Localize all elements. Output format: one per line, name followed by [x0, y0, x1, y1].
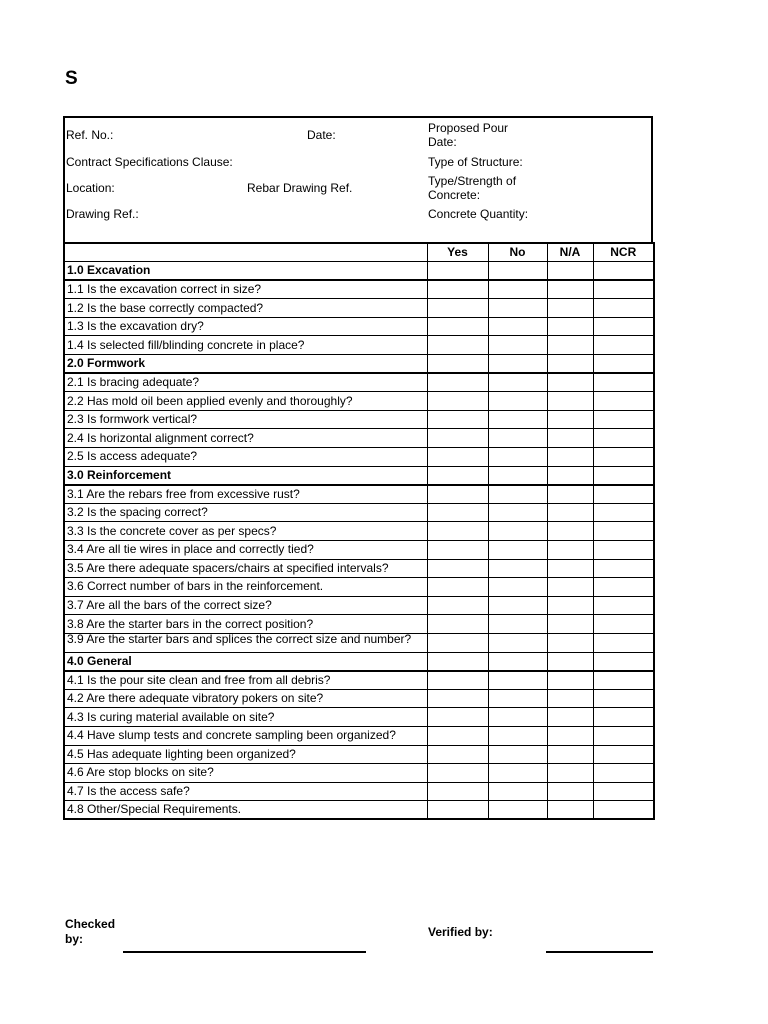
ncr-checkbox-cell[interactable] — [593, 596, 654, 615]
ncr-checkbox-cell[interactable] — [593, 429, 654, 448]
checklist-question: 1.3 Is the excavation dry? — [64, 317, 427, 336]
ncr-checkbox-cell[interactable] — [593, 652, 654, 671]
yes-checkbox-cell[interactable] — [427, 317, 488, 336]
checklist-row — [64, 764, 654, 783]
checklist-question: 4.2 Are there adequate vibratory pokers on site? — [64, 689, 427, 708]
checklist-question: 3.3 Is the concrete cover as per specs? — [64, 522, 427, 541]
ref-no-label: Ref. No.: — [66, 128, 114, 142]
yes-checkbox-cell[interactable] — [427, 652, 488, 671]
checklist-row — [64, 299, 654, 318]
yes-column-header: Yes — [427, 243, 488, 262]
question-header — [64, 243, 427, 262]
na-checkbox-cell[interactable] — [547, 689, 593, 708]
checklist-question: 3.8 Are the starter bars in the correct position? — [64, 615, 427, 634]
checklist-row — [64, 410, 654, 429]
checklist-question: 4.8 Other/Special Requirements. — [64, 801, 427, 820]
checklist-row — [64, 280, 654, 299]
checklist-question: 3.2 Is the spacing correct? — [64, 503, 427, 522]
proposed-pour-date-label: Proposed Pour Date: — [428, 121, 509, 149]
na-checkbox-cell[interactable] — [547, 429, 593, 448]
section-heading: 1.0 Excavation — [64, 262, 427, 281]
section-heading-row — [64, 262, 654, 281]
ncr-checkbox-cell[interactable] — [593, 745, 654, 764]
no-checkbox-cell[interactable] — [488, 448, 547, 467]
ncr-checkbox-cell[interactable] — [593, 503, 654, 522]
date-label: Date: — [307, 128, 336, 142]
na-checkbox-cell[interactable] — [547, 596, 593, 615]
type-of-structure-label: Type of Structure: — [428, 155, 523, 169]
concrete-quantity-label: Concrete Quantity: — [428, 207, 529, 221]
na-checkbox-cell[interactable] — [547, 392, 593, 411]
no-checkbox-cell[interactable] — [488, 764, 547, 783]
no-checkbox-cell[interactable] — [488, 578, 547, 597]
checklist-row — [64, 522, 654, 541]
header-info-box — [63, 116, 653, 242]
checklist-row — [64, 726, 654, 745]
section-heading-row — [64, 652, 654, 671]
yes-checkbox-cell[interactable] — [427, 708, 488, 727]
na-checkbox-cell[interactable] — [547, 503, 593, 522]
yes-checkbox-cell[interactable] — [427, 280, 488, 299]
yes-checkbox-cell[interactable] — [427, 503, 488, 522]
checklist-row — [64, 429, 654, 448]
yes-checkbox-cell[interactable] — [427, 689, 488, 708]
checklist-row — [64, 541, 654, 560]
na-checkbox-cell[interactable] — [547, 522, 593, 541]
na-checkbox-cell[interactable] — [547, 559, 593, 578]
inspection-checklist — [63, 242, 655, 820]
yes-checkbox-cell[interactable] — [427, 596, 488, 615]
checklist-row — [64, 578, 654, 597]
rebar-drawing-ref-label: Rebar Drawing Ref. — [247, 181, 353, 195]
yes-checkbox-cell[interactable] — [427, 448, 488, 467]
yes-checkbox-cell[interactable] — [427, 466, 488, 485]
na-checkbox-cell[interactable] — [547, 299, 593, 318]
yes-checkbox-cell[interactable] — [427, 485, 488, 504]
checklist-question: 4.4 Have slump tests and concrete sampling been organized? — [64, 726, 427, 745]
yes-checkbox-cell[interactable] — [427, 801, 488, 820]
checklist-question: 2.1 Is bracing adequate? — [64, 373, 427, 392]
yes-checkbox-cell[interactable] — [427, 262, 488, 281]
no-checkbox-cell[interactable] — [488, 708, 547, 727]
checklist-question: 4.3 Is curing material available on site? — [64, 708, 427, 727]
ncr-checkbox-cell[interactable] — [593, 448, 654, 467]
na-checkbox-cell[interactable] — [547, 633, 593, 652]
ncr-checkbox-cell[interactable] — [593, 708, 654, 727]
ncr-checkbox-cell[interactable] — [593, 633, 654, 652]
na-checkbox-cell[interactable] — [547, 466, 593, 485]
checklist-question: 2.5 Is access adequate? — [64, 448, 427, 467]
ncr-checkbox-cell[interactable] — [593, 541, 654, 560]
ncr-checkbox-cell[interactable] — [593, 615, 654, 634]
no-checkbox-cell[interactable] — [488, 317, 547, 336]
no-checkbox-cell[interactable] — [488, 392, 547, 411]
ncr-column-header: NCR — [593, 243, 654, 262]
na-checkbox-cell[interactable] — [547, 782, 593, 801]
checklist-question: 1.4 Is selected fill/blinding concrete in place? — [64, 336, 427, 355]
na-column-header: N/A — [547, 243, 593, 262]
ncr-checkbox-cell[interactable] — [593, 764, 654, 783]
no-checkbox-cell[interactable] — [488, 503, 547, 522]
na-checkbox-cell[interactable] — [547, 262, 593, 281]
checklist-row — [64, 633, 654, 652]
checklist-row — [64, 317, 654, 336]
yes-checkbox-cell[interactable] — [427, 782, 488, 801]
ncr-checkbox-cell[interactable] — [593, 466, 654, 485]
verified-by-signature-line[interactable] — [546, 951, 653, 953]
ncr-checkbox-cell[interactable] — [593, 782, 654, 801]
no-checkbox-cell[interactable] — [488, 671, 547, 690]
yes-checkbox-cell[interactable] — [427, 541, 488, 560]
location-label: Location: — [66, 181, 115, 195]
ncr-checkbox-cell[interactable] — [593, 689, 654, 708]
no-checkbox-cell[interactable] — [488, 336, 547, 355]
ncr-checkbox-cell[interactable] — [593, 578, 654, 597]
na-checkbox-cell[interactable] — [547, 801, 593, 820]
type-strength-label: Type/Strength of Concrete: — [428, 174, 517, 202]
na-checkbox-cell[interactable] — [547, 615, 593, 634]
checklist-question: 3.7 Are all the bars of the correct size? — [64, 596, 427, 615]
checklist-question: 1.1 Is the excavation correct in size? — [64, 280, 427, 299]
ncr-checkbox-cell[interactable] — [593, 373, 654, 392]
checked-by-signature-line[interactable] — [123, 951, 366, 953]
na-checkbox-cell[interactable] — [547, 317, 593, 336]
na-checkbox-cell[interactable] — [547, 541, 593, 560]
no-checkbox-cell[interactable] — [488, 373, 547, 392]
section-heading: 4.0 General — [64, 652, 427, 671]
no-checkbox-cell[interactable] — [488, 596, 547, 615]
na-checkbox-cell[interactable] — [547, 355, 593, 374]
ncr-checkbox-cell[interactable] — [593, 671, 654, 690]
no-checkbox-cell[interactable] — [488, 299, 547, 318]
checklist-row — [64, 559, 654, 578]
checklist-question: 3.9 Are the starter bars and splices the correct size and number? — [64, 633, 427, 652]
yes-checkbox-cell[interactable] — [427, 429, 488, 448]
ncr-checkbox-cell[interactable] — [593, 410, 654, 429]
checklist-question: 3.4 Are all tie wires in place and correctly tied? — [64, 541, 427, 560]
checklist-question: 4.7 Is the access safe? — [64, 782, 427, 801]
checklist-row — [64, 615, 654, 634]
na-checkbox-cell[interactable] — [547, 336, 593, 355]
no-checkbox-cell[interactable] — [488, 466, 547, 485]
checklist-row — [64, 801, 654, 820]
no-checkbox-cell[interactable] — [488, 541, 547, 560]
yes-checkbox-cell[interactable] — [427, 373, 488, 392]
section-heading: 2.0 Formwork — [64, 355, 427, 374]
no-checkbox-cell[interactable] — [488, 801, 547, 820]
yes-checkbox-cell[interactable] — [427, 559, 488, 578]
ncr-checkbox-cell[interactable] — [593, 317, 654, 336]
na-checkbox-cell[interactable] — [547, 410, 593, 429]
ncr-checkbox-cell[interactable] — [593, 299, 654, 318]
na-checkbox-cell[interactable] — [547, 764, 593, 783]
no-checkbox-cell[interactable] — [488, 262, 547, 281]
no-checkbox-cell[interactable] — [488, 652, 547, 671]
na-checkbox-cell[interactable] — [547, 671, 593, 690]
ncr-checkbox-cell[interactable] — [593, 336, 654, 355]
checklist-row — [64, 708, 654, 727]
na-checkbox-cell[interactable] — [547, 280, 593, 299]
no-checkbox-cell[interactable] — [488, 559, 547, 578]
checklist-question: 3.5 Are there adequate spacers/chairs at specified intervals? — [64, 559, 427, 578]
checklist-question: 2.4 Is horizontal alignment correct? — [64, 429, 427, 448]
checklist-row — [64, 448, 654, 467]
ncr-checkbox-cell[interactable] — [593, 801, 654, 820]
drawing-ref-label: Drawing Ref.: — [66, 207, 139, 221]
checklist-row — [64, 373, 654, 392]
no-checkbox-cell[interactable] — [488, 633, 547, 652]
ncr-checkbox-cell[interactable] — [593, 280, 654, 299]
checklist-question: 3.6 Correct number of bars in the reinforcement. — [64, 578, 427, 597]
na-checkbox-cell[interactable] — [547, 652, 593, 671]
no-checkbox-cell[interactable] — [488, 615, 547, 634]
yes-checkbox-cell[interactable] — [427, 410, 488, 429]
na-checkbox-cell[interactable] — [547, 726, 593, 745]
no-checkbox-cell[interactable] — [488, 689, 547, 708]
yes-checkbox-cell[interactable] — [427, 745, 488, 764]
checklist-question: 4.1 Is the pour site clean and free from all debris? — [64, 671, 427, 690]
checklist-question: 2.3 Is formwork vertical? — [64, 410, 427, 429]
no-checkbox-cell[interactable] — [488, 410, 547, 429]
na-checkbox-cell[interactable] — [547, 448, 593, 467]
no-checkbox-cell[interactable] — [488, 485, 547, 504]
checklist-row — [64, 336, 654, 355]
checklist-row — [64, 689, 654, 708]
section-heading-row — [64, 466, 654, 485]
no-column-header: No — [488, 243, 547, 262]
checklist-row — [64, 782, 654, 801]
checklist-row — [64, 596, 654, 615]
na-checkbox-cell[interactable] — [547, 745, 593, 764]
yes-checkbox-cell[interactable] — [427, 522, 488, 541]
yes-checkbox-cell[interactable] — [427, 671, 488, 690]
yes-checkbox-cell[interactable] — [427, 355, 488, 374]
checklist-question: 2.2 Has mold oil been applied evenly and thoroughly? — [64, 392, 427, 411]
contract-clause-label: Contract Specifications Clause: — [66, 155, 233, 169]
no-checkbox-cell[interactable] — [488, 726, 547, 745]
yes-checkbox-cell[interactable] — [427, 578, 488, 597]
no-checkbox-cell[interactable] — [488, 429, 547, 448]
ncr-checkbox-cell[interactable] — [593, 522, 654, 541]
section-heading-row — [64, 355, 654, 374]
yes-checkbox-cell[interactable] — [427, 392, 488, 411]
no-checkbox-cell[interactable] — [488, 522, 547, 541]
yes-checkbox-cell[interactable] — [427, 336, 488, 355]
ncr-checkbox-cell[interactable] — [593, 485, 654, 504]
yes-checkbox-cell[interactable] — [427, 726, 488, 745]
na-checkbox-cell[interactable] — [547, 373, 593, 392]
yes-checkbox-cell[interactable] — [427, 633, 488, 652]
no-checkbox-cell[interactable] — [488, 782, 547, 801]
checklist-row — [64, 745, 654, 764]
yes-checkbox-cell[interactable] — [427, 615, 488, 634]
checklist-row — [64, 503, 654, 522]
yes-checkbox-cell[interactable] — [427, 764, 488, 783]
na-checkbox-cell[interactable] — [547, 708, 593, 727]
verified-by-label: Verified by: — [428, 925, 493, 939]
checklist-row — [64, 485, 654, 504]
no-checkbox-cell[interactable] — [488, 355, 547, 374]
checklist-row — [64, 671, 654, 690]
column-header-row — [64, 243, 654, 262]
section-heading: 3.0 Reinforcement — [64, 466, 427, 485]
document-letter: S — [65, 68, 78, 89]
no-checkbox-cell[interactable] — [488, 745, 547, 764]
checklist-question: 4.5 Has adequate lighting been organized? — [64, 745, 427, 764]
yes-checkbox-cell[interactable] — [427, 299, 488, 318]
ncr-checkbox-cell[interactable] — [593, 262, 654, 281]
ncr-checkbox-cell[interactable] — [593, 559, 654, 578]
na-checkbox-cell[interactable] — [547, 485, 593, 504]
na-checkbox-cell[interactable] — [547, 578, 593, 597]
ncr-checkbox-cell[interactable] — [593, 726, 654, 745]
checklist-row — [64, 392, 654, 411]
checklist-question: 1.2 Is the base correctly compacted? — [64, 299, 427, 318]
no-checkbox-cell[interactable] — [488, 280, 547, 299]
ncr-checkbox-cell[interactable] — [593, 392, 654, 411]
checklist-question: 4.6 Are stop blocks on site? — [64, 764, 427, 783]
ncr-checkbox-cell[interactable] — [593, 355, 654, 374]
checklist-question: 3.1 Are the rebars free from excessive rust? — [64, 485, 427, 504]
checked-by-label: Checked by: — [65, 917, 116, 946]
